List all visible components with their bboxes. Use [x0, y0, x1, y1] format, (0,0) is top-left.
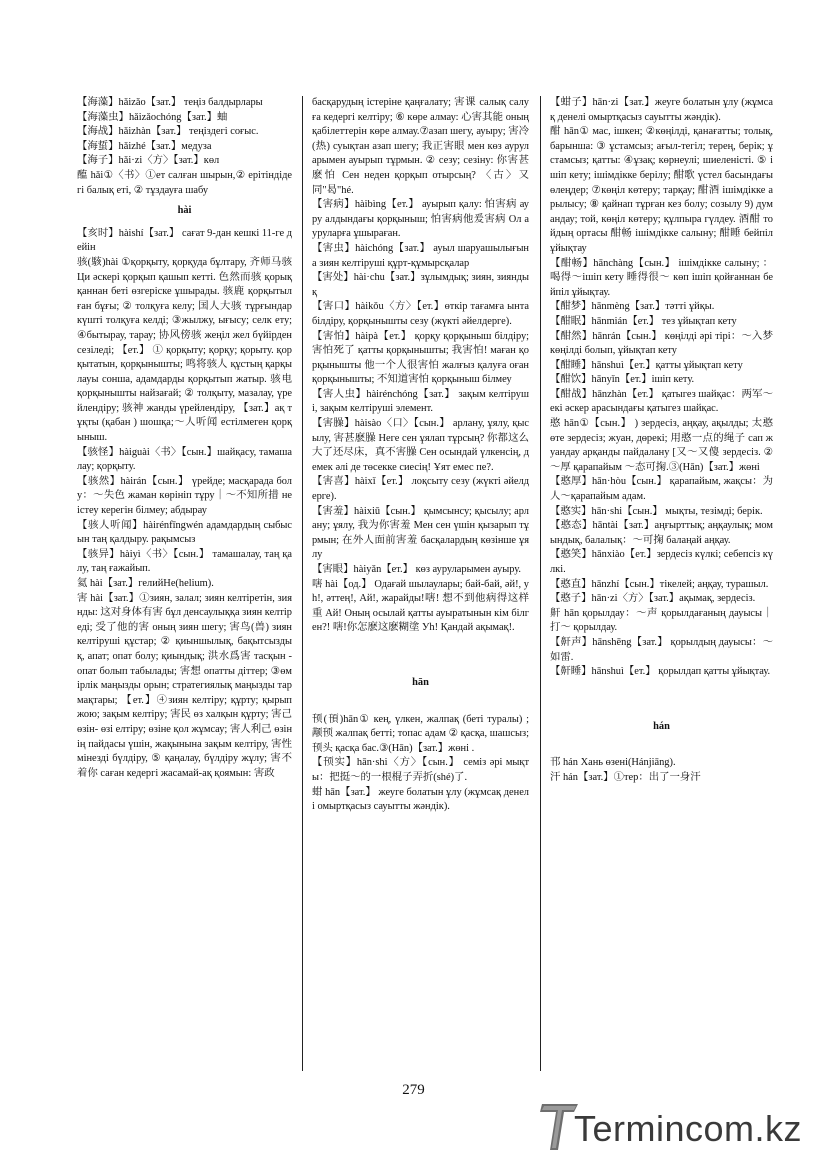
entry: 【憨实】hān·shi【сын.】 мықты, тезімді; берік.: [550, 505, 763, 517]
entry: 鼾 hān қорылдау：～声 қорылдағаның дауысы｜打～ қорылдау.: [550, 607, 773, 634]
entry: 嗐 hài【од.】 Одағай шылаулары; бай-бай, әй!, уһ!, әттең!, Ай!, жарайды!嗐! 想不到他病得这样重 Ай! Оның осылай қатты ауыратынын кім білген?! 嗐!你怎麽这麽糊塗 Уһ! Қандай ақымақ!.: [312, 578, 529, 634]
column-rule-left: [302, 96, 303, 1071]
entry: 【骇人听闻】hàirénfīngwén адамдардың сыбысын таң қалдыру. рақымсыз: [77, 519, 292, 546]
entry: 顸(頇)hān① кең, үлкен, жалпақ (беті туралы) ; 颟顸 жалпақ беттi; топас адам ② қасқа, шашсыз; 顸头 қасқа бас.③(Hān)【зат.】жөні .: [312, 713, 529, 754]
entry: басқарудың істеріне қаңғалату; 害课 салық салуға кедергі келтіру; ⑥ көре алмау: 心害其能 оның қабілеттерін көре алмау.⑦азап шегу, ауыру; 害冷(热) суықтан азап шегу; 我正害眼 мен көз ауруларымен ауырып тұрмын. ② сезу; сезіну: 你害甚麽怕 Сен неден қорқып отырсың? 〈古〉又同"曷"hé.: [312, 97, 529, 196]
entry: 憨 hān①【сын.】 ) зердесіз, аңқау, ақылды; 太憨 өте зердесіз; жуан, дөрекі; 用憨一点的绳子 сап жуандау арқанды пайдалану [又～又傻 зердесіз. ②～厚 қарапайым ～态可掬.③(Hān)【зат.】жөні: [550, 418, 773, 473]
termincom-watermark: [540, 1098, 810, 1154]
entry: 【鼾睡】hānshuì【ет.】 қорылдап қатты ұйықтау.: [550, 666, 771, 678]
entry: 【骇然】hàirán【сын.】 үрейде; масқарада болу：～失色 жаман көрініп тұру｜～不知所措 не істеу керегін білмеу; абдырау: [77, 475, 292, 517]
entry: 【酣睡】hānshuì【ет.】қатты ұйықтап кету: [550, 359, 743, 371]
column-3: [550, 96, 773, 786]
entry: 【憨厚】hān·hòu【сын.】 қарапайым, жақсы：为人～қарапайым адам.: [550, 476, 773, 503]
entry: 氦 hài【зат.】гелийНе(helium).: [77, 578, 214, 589]
section-heading: hán: [653, 720, 670, 732]
page-number: 279: [402, 1082, 425, 1098]
entry: 【害病】hàibìng【ет.】 ауырып қалу: 怕害病 ауру алдындағы қорқыныш; 怕害病他爰害病 Ол ауруларға ұшыраған.: [312, 199, 529, 240]
entry: 【憨态】hāntài【зат.】аңғырттық; аңқаулық; момындық, балалық：～可掬 балаңай аңқау.: [550, 520, 773, 546]
entry: 【骇怪】hàiguài〈书〉【сын.】шайқасу, тамашалау; қорқыту.: [77, 446, 292, 473]
entry: 汗 hán【зат.】①тер：出了一身汗: [550, 771, 701, 783]
entry: 【亥时】hàishí【зат.】 сағат 9-дан кешкі 11-ге дейін: [77, 227, 292, 254]
entry: 【酣畅】hānchàng【сын.】 ішімдікке салыну; ：喝得～ішіп кету 睡得很～ көп ішіп қойғаннан бейпіл ұйықтау.: [550, 257, 773, 298]
entry: 【害虫】hàichóng【зат.】 ауыл шаруашылығына зиян келтіруші құрт-құмырсқалар: [312, 242, 529, 269]
entry: 【害处】hài·chu【зат.】зұлымдық; зиян, зияндық: [312, 272, 529, 298]
entry: 【酣饮】hānyǐn【ет.】ішіп кету.: [550, 374, 695, 386]
entry: 【害臊】hàisào〈口〉【сын.】 арлану, ұялу, қысылу, 害甚麽臊 Неге сен ұялап тұрсың? 你都这么大了还尽床，真不害臊 Сен осындай үлкенсің, демек әлі де төсекке сиесің! Ұят емес пе?.: [312, 418, 529, 473]
column-1: [77, 96, 292, 781]
entry: 【海蜇】hǎizhé【зат.】медуза: [77, 140, 212, 152]
entry: 【顸实】hān·shi〈方〉【сын.】 семіз әрі мықты：把挺～的一根棍子弄折(shé)了.: [312, 757, 529, 783]
entry: 【酣然】hānrán【сын.】 көңілді әрі тірі：～入梦 көңілді болып, ұйықтап кету: [550, 330, 773, 357]
entry: 骇(駭)hài ①қорқыту, қорқуда бұлтару, 齐师马骇 Ци әскері қорқып қашып кетті. 色然而骇 қорыққаннан беті өзгеріске ұшырады. 骇鹿 қорқытылған бұғы; ② толқуға келу; 国人大骇 тұрғындар күшті толқуға келді; ③жылжу, ығысу; селк ету; ④бытырау, тарау; 协风傍骇 жеңіл жел бүйірден сезіледі; 【ет.】 ① қорқыту; қорқу; қорыту. қорқытатын, қорқынышты; 鸣将骇人 құстың қарқылауы сонша, адамдарды қорқытып жатыр. 骇电 қорқынышты найзағай; ② толқыту, мазалау, үрейлендіру; 骇神 жанды үрейлендіру, 【зат.】ақ тұқты (қабан ) шошқа;～人听闻 естілмеген қорқыныш.: [77, 256, 292, 444]
entry: 【海藻虫】hǎizǎochóng【зат.】蚰: [77, 111, 228, 123]
section-heading: hān: [412, 676, 429, 688]
entry: 【害眼】hàiyǎn【ет.】 көз ауруларымен ауыру.: [312, 564, 522, 575]
entry: 【酣眠】hānmián【ет.】 тез ұйықтап кету: [550, 315, 737, 327]
entry: 害 hài【зат.】①зиян, залал; зиян келтіретін, зиянды: 这对身体有害 бұл денсаулыққа зиян келтіреді; 受了他的害 оның зиян шегу; 害鸟(兽) зиян келтіруші құстар; ② қиыншылық, бақытсыздық, апат; опат болу; қиындық; 洪水爲害 тасқын - опат болып табылады; 害想 опатты діттер; ③өмірлік маңызды орын; стратегиялық маңызды тармақтары; 【ет.】④зиян келтіру; құрту; қырып жою; зақым келтіру; 害民 өз халқын құрту; 害己 өзін- өзі елтіру; өзіне қол жұмсау; 害人利己 өзінің пайдасы үшін, жақынына зақым келтіру, 害性 мінезді бүлдіру, ⑤ қаңалау, бүлдіру жұлу; 害不着你 саған кедергі жасамай-ақ қоямын: 害政: [77, 592, 292, 779]
entry: 【鼾声】hānshēng【зат.】 қорылдың дауысы：～如雷.: [550, 636, 773, 663]
watermark-text: Termincom.kz: [574, 1108, 803, 1149]
entry: 【酣战】hānzhàn【ет.】 қатыгез шайқас：两军～ екі әскер арасындағы қатыгез шайқас.: [550, 388, 773, 415]
entry: 【酣梦】hānmèng【зат.】тәтті ұйқы.: [550, 301, 715, 313]
entry: 【骇异】hàiyì〈书〉【сын.】 тамашалау, таң қалу, таң ғажайып.: [77, 548, 292, 575]
section-heading: hài: [177, 205, 192, 217]
entry: 【憨笑】hānxiào【ет.】зердесіз күлкі; себепсіз күлкі.: [550, 549, 773, 575]
entry: 【憨直】hānzhí【сын.】тікелей; аңқау, турашыл.: [550, 578, 769, 590]
entry: 【害羞】hàixiū【сын.】 қымсынсу; қысылу; арлану; ұялу, 我为你害羞 Мен сен үшін қызарып тұрмын; 在外人面前害羞 басқалардың көзінше ұялу: [312, 505, 529, 561]
entry: 【害口】hàikǒu〈方〉【ет.】өткір тағамға ынта білдіру, қорқынышты сезу (жүкті әйелдерге).: [312, 301, 529, 327]
entry: 邗 hán Хань өзені(Hánjiāng).: [550, 757, 676, 769]
entry: 酣 hān① мас, ішкен; ②көңілді, қанағатты; толық, барынша: ③ ұстамсыз; ағыл-тегіл; терең, берік; ұстамсыз; қатты: ④ұзақ; көрнеулі; шиеленісті. ⑤ ішіп кету; ішімдікке берілу; 酣歌 үстел басындағы өлеңдер; ⑦көңіл көтеру; тарқау; 酣酒 ішімдікке арылысу; ⑧ қайнап тұрған кез болу; созылу 9) думандау; той, көңіл көтеру; құлпыра гүлдеу. 酒酣 тойдың ортасы 酣畅 ішімдікке салыну; 酣睡 бейпіл ұйықтау: [550, 126, 773, 254]
entry: 【海子】hǎi·zi〈方〉【зат.】көл: [77, 155, 220, 167]
column-2: [312, 96, 529, 815]
entry: 【害人虫】hàirénchóng【зат.】 зақым келтіруші, зақым келтіруші элемент.: [312, 388, 529, 415]
entry: 【海战】hǎizhàn【зат.】 теңіздегі соғыс.: [77, 126, 259, 138]
entry: 【害喜】hàixǐ【ет.】 лоқсыту сезу (жүкті әйелдерге).: [312, 476, 529, 503]
entry: 醢 hǎi①〈书〉①ет салған шырын,② ерітіндідегі балық еті, ② тұздауға шабу: [77, 169, 292, 196]
column-rule-right: [540, 96, 541, 1071]
entry: 【憨子】hān·zi〈方〉【зат.】ақымақ, зердесіз.: [550, 593, 756, 605]
entry: 【海藻】hǎizǎo【зат.】 теңіз балдырлары: [77, 97, 263, 108]
entry: 蚶 hān【зат.】 жеуге болатын ұлу (жұмсақ денелі омыртқасыз сауытты жәндік).: [312, 786, 529, 813]
entry: 【害怕】hàipà【ет.】 қорқу қорқыныш білдіру; 害怕死了 қатты қорқынышты; 我害怕! маған қорқынышты 他一个人很害怕 жалғыз қалуға оған қорқынышты; 不知道害怕 қорқыныш білмеу: [312, 330, 529, 386]
entry: 【蚶子】hān·zi【зат.】жеуге болатын ұлу (жұмсақ денелі омыртқасыз сауытты жәндік).: [550, 97, 773, 123]
